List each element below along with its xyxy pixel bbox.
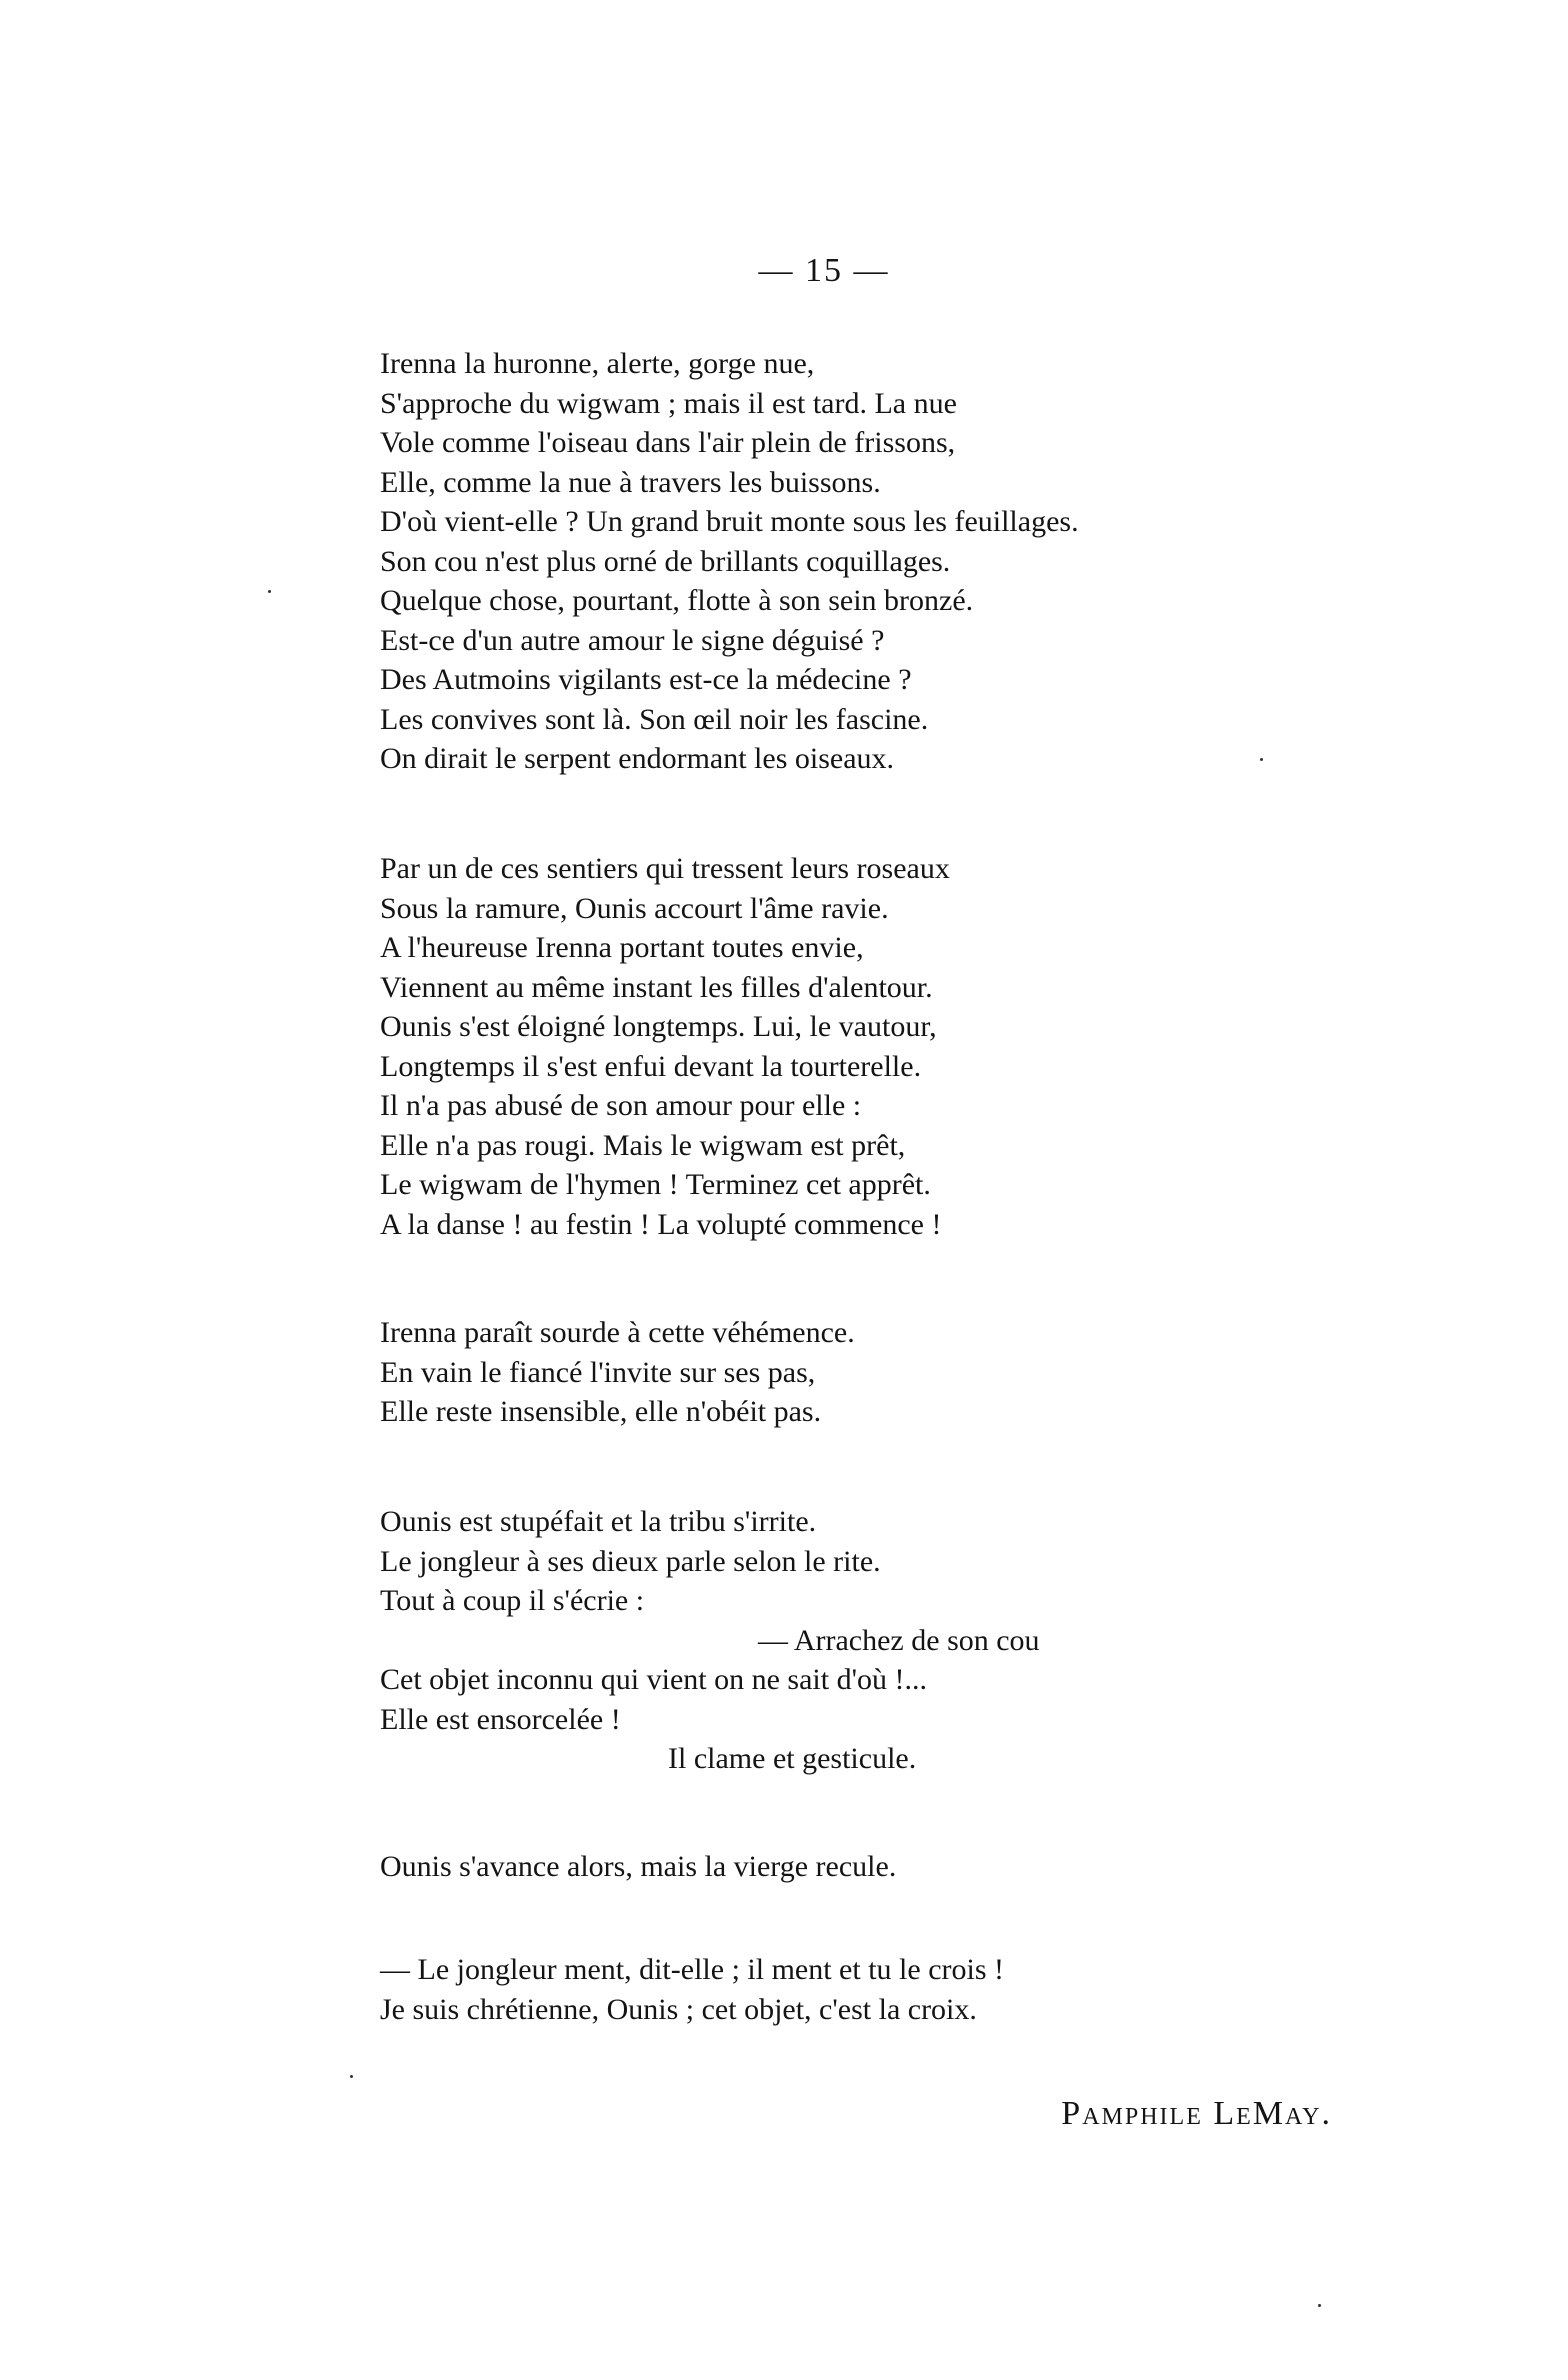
print-speck	[268, 590, 271, 593]
verse-line: Ounis s'est éloigné longtemps. Lui, le vautour,	[380, 1010, 937, 1043]
verse-line: Il clame et gesticule.	[668, 1742, 917, 1775]
verse-line: A la danse ! au festin ! La volupté commence !	[380, 1207, 942, 1241]
verse-line: En vain le fiancé l'invite sur ses pas,	[380, 1355, 816, 1389]
print-speck	[1260, 758, 1263, 761]
verse-line: Il n'a pas abusé de son amour pour elle :	[380, 1089, 862, 1122]
stanza-3	[380, 1313, 1420, 1432]
verse-line: Viennent au même instant les filles d'alentour.	[380, 970, 933, 1004]
verse-line: Irenna la huronne, alerte, gorge nue,	[380, 347, 815, 380]
stanza-2	[380, 849, 1420, 1244]
verse-line: Ounis est stupéfait et la tribu s'irrite.	[380, 1505, 817, 1538]
verse-line: D'où vient-elle ? Un grand bruit monte sous les feuillages.	[380, 505, 1079, 538]
verse-line: On dirait le serpent endormant les oiseaux.	[380, 742, 895, 775]
verse-line: Elle n'a pas rougi. Mais le wigwam est prêt,	[380, 1128, 906, 1162]
stanza-1	[380, 344, 1420, 779]
verse-line: S'approche du wigwam ; mais il est tard. La nue	[380, 386, 957, 420]
verse-line: Des Autmoins vigilants est-ce la médecine ?	[380, 663, 912, 696]
verse-line: Les convives sont là. Son œil noir les fascine.	[380, 702, 929, 736]
print-speck	[350, 2075, 353, 2078]
verse-line: Ounis s'avance alors, mais la vierge recule.	[380, 1850, 897, 1883]
verse-line: Tout à coup il s'écrie :	[380, 1584, 645, 1617]
verse-line: Vole comme l'oiseau dans l'air plein de frissons,	[380, 426, 956, 459]
verse-line: Le jongleur à ses dieux parle selon le rite.	[380, 1544, 881, 1578]
verse-line: — Arrachez de son cou	[758, 1623, 1040, 1657]
verse-line: Elle reste insensible, elle n'obéit pas.	[380, 1395, 822, 1428]
verse-line: Irenna paraît sourde à cette véhémence.	[380, 1316, 855, 1349]
print-speck	[1318, 2304, 1321, 2307]
stanza-6	[380, 1950, 1420, 2029]
verse-line: Par un de ces sentiers qui tressent leurs roseaux	[380, 852, 950, 885]
stanza-5	[380, 1847, 1420, 1887]
verse-line: — Le jongleur ment, dit-elle ; il ment et tu le crois !	[380, 1953, 1004, 1986]
stanza-4	[380, 1502, 1420, 1779]
verse-line: Elle est ensorcelée !	[380, 1702, 621, 1736]
verse-line: A l'heureuse Irenna portant toutes envie,	[380, 931, 864, 964]
verse-line: Est-ce d'un autre amour le signe déguisé ?	[380, 623, 885, 657]
author-signature: Pamphile LeMay.	[1061, 2095, 1332, 2132]
verse-line: Longtemps il s'est enfui devant la tourterelle.	[380, 1049, 922, 1083]
verse-line: Le wigwam de l'hymen ! Terminez cet apprêt.	[380, 1168, 931, 1201]
verse-line: Je suis chrétienne, Ounis ; cet objet, c'est la croix.	[380, 1992, 977, 2026]
verse-line: Cet objet inconnu qui vient on ne sait d'où !...	[380, 1663, 927, 1696]
verse-line: Son cou n'est plus orné de brillants coquillages.	[380, 544, 951, 578]
verse-line: Elle, comme la nue à travers les buissons.	[380, 465, 881, 499]
verse-line: Quelque chose, pourtant, flotte à son sein bronzé.	[380, 584, 974, 617]
page-number: — 15 —	[758, 252, 890, 289]
verse-line: Sous la ramure, Ounis accourt l'âme ravie.	[380, 891, 889, 925]
